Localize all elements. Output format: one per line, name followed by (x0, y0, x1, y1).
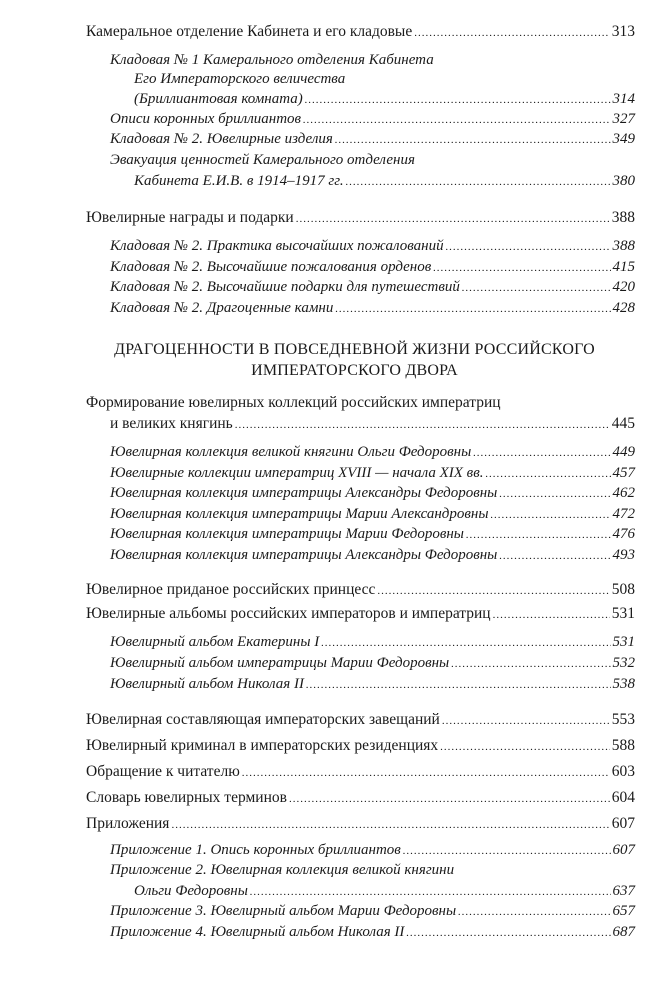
toc-entry-title: Ювелирная коллекция великой княгини Ольги Федоровны (110, 444, 472, 460)
toc-entry-continuation[interactable] (134, 89, 635, 109)
dot-leader (458, 902, 610, 922)
page-number[interactable]: 388 (612, 238, 635, 254)
page-number[interactable]: 607 (612, 842, 635, 858)
dot-leader (446, 237, 611, 257)
page-number[interactable]: 637 (612, 883, 635, 899)
toc-entry-title: Ювелирный криминал в императорских резиденциях (86, 737, 439, 754)
dot-leader (485, 464, 610, 484)
page-number[interactable]: 607 (611, 815, 635, 832)
page-number[interactable]: 313 (611, 23, 635, 40)
toc-entry[interactable] (110, 504, 635, 524)
toc-entry[interactable] (110, 257, 635, 277)
toc-entry[interactable] (110, 922, 635, 942)
toc-entry-continuation[interactable] (134, 171, 635, 191)
dot-leader (499, 484, 610, 504)
toc-entry-title: Ювелирная коллекция императрицы Александры Федоровны (110, 547, 498, 563)
dot-leader (499, 546, 610, 566)
toc-entry[interactable] (110, 150, 635, 170)
dot-leader (335, 130, 611, 150)
toc-entry-title: Кладовая № 2. Драгоценные камни (110, 300, 334, 316)
toc-entry[interactable] (110, 674, 635, 694)
dot-leader (377, 581, 609, 601)
toc-entry-continuation[interactable] (110, 414, 635, 434)
toc-entry[interactable] (110, 442, 635, 462)
dot-leader (451, 654, 610, 674)
page-number[interactable]: 538 (612, 676, 635, 692)
toc-entry[interactable] (110, 277, 635, 297)
toc-entry[interactable] (110, 109, 635, 129)
page-number[interactable]: 327 (612, 111, 635, 127)
page-number[interactable]: 531 (611, 605, 635, 622)
dot-leader (406, 923, 610, 943)
page-number[interactable]: 687 (612, 924, 635, 940)
page-number[interactable]: 532 (612, 655, 635, 671)
toc-entry[interactable] (110, 545, 635, 565)
page-number[interactable]: 449 (612, 444, 635, 460)
toc-entry-title: Приложение 2. Ювелирная коллекция великой княгини (110, 862, 455, 878)
page-number[interactable]: 531 (612, 634, 635, 650)
page-number[interactable]: 588 (611, 737, 635, 754)
toc-entry-title: Кладовая № 2. Практика высочайших пожалований (110, 238, 444, 254)
toc-entry-title: Кладовая № 2. Ювелирные изделия (110, 131, 333, 147)
page-number[interactable]: 349 (612, 131, 635, 147)
toc-entry[interactable] (110, 653, 635, 673)
dot-leader (303, 110, 610, 130)
toc-entry-title: Ювелирная коллекция императрицы Марии Федоровны (110, 526, 464, 542)
dot-leader (442, 711, 610, 731)
page-number[interactable]: 420 (612, 279, 635, 295)
toc-entry-title: Ювелирная коллекция императрицы Александры Федоровны (110, 485, 498, 501)
dot-leader (242, 763, 610, 783)
dot-leader (171, 815, 609, 835)
toc-entry-title: Ювелирные награды и подарки (86, 209, 294, 226)
toc-entry[interactable] (110, 129, 635, 149)
toc-entry-title: Кабинета Е.И.В. в 1914–1917 гг. (134, 173, 344, 189)
toc-entry-title: Описи коронных бриллиантов (110, 111, 302, 127)
toc-entry[interactable] (110, 236, 635, 256)
dot-leader (235, 415, 610, 435)
toc-entry[interactable] (86, 580, 635, 600)
toc-entry-title: и великих княгинь (110, 415, 233, 432)
toc-entry-title: Приложение 1. Опись коронных бриллиантов (110, 842, 401, 858)
page-number[interactable]: 657 (612, 903, 635, 919)
toc-entry[interactable] (110, 483, 635, 503)
toc-entry-title: Ювелирная составляющая императорских завещаний (86, 711, 440, 728)
page-number[interactable]: 462 (612, 485, 635, 501)
toc-entry-title: Ольги Федоровны (134, 883, 248, 899)
toc-entry-title: Ювелирные коллекции императриц XVIII — начала XIX вв. (110, 465, 484, 481)
page-number[interactable]: 388 (611, 209, 635, 226)
toc-entry-continuation[interactable] (134, 881, 635, 901)
toc-entry-title: Приложение 4. Ювелирный альбом Николая II (110, 924, 405, 940)
dot-leader (335, 299, 610, 319)
dot-leader (433, 258, 610, 278)
page-number[interactable]: 415 (612, 259, 635, 275)
dot-leader (403, 841, 611, 861)
toc-entry[interactable] (86, 22, 635, 42)
toc-entry[interactable] (86, 710, 635, 730)
page-number[interactable]: 553 (611, 711, 635, 728)
dot-leader (462, 278, 611, 298)
section-heading: ИМПЕРАТОРСКОГО ДВОРА (251, 362, 458, 379)
toc-entry[interactable] (86, 208, 635, 228)
toc-entry[interactable] (86, 604, 635, 624)
toc-entry-title: Кладовая № 1 Камерального отделения Кабинета (110, 52, 434, 68)
dot-leader (306, 675, 611, 695)
dot-leader (473, 443, 610, 463)
toc-entry-title: Эвакуация ценностей Камерального отделения (110, 152, 415, 168)
toc-entry-title: Словарь ювелирных терминов (86, 789, 287, 806)
page-number[interactable]: 493 (612, 547, 635, 563)
toc-entry-title: Ювелирные альбомы российских императоров и императриц (86, 605, 491, 622)
page-number[interactable]: 604 (611, 789, 635, 806)
toc-entry-title: Камеральное отделение Кабинета и его кладовые (86, 23, 413, 40)
toc-entry[interactable] (110, 50, 635, 70)
toc-entry-title: Ювелирная коллекция императрицы Марии Александровны (110, 506, 489, 522)
toc-entry[interactable] (86, 736, 635, 756)
page-number[interactable]: 472 (612, 506, 635, 522)
dot-leader (493, 605, 610, 625)
toc-entry[interactable] (86, 788, 635, 808)
toc-entry-title: Ювелирный альбом Николая II (110, 676, 304, 692)
section-heading: ДРАГОЦЕННОСТИ В ПОВСЕДНЕВНОЙ ЖИЗНИ РОССИЙСКОГО (114, 341, 595, 358)
dot-leader (321, 633, 610, 653)
dot-leader (491, 505, 611, 525)
page-number[interactable]: 476 (612, 526, 635, 542)
toc-entry[interactable] (86, 814, 635, 834)
page-number[interactable]: 314 (612, 91, 635, 107)
toc-entry-title: Кладовая № 2. Высочайшие пожалования орденов (110, 259, 432, 275)
dot-leader (296, 209, 610, 229)
toc-entry-title: Кладовая № 2. Высочайшие подарки для путешествий (110, 279, 460, 295)
dot-leader (440, 737, 610, 757)
dot-leader (466, 525, 611, 545)
dot-leader (289, 789, 610, 809)
page-number[interactable]: 445 (611, 415, 635, 432)
dot-leader (250, 882, 611, 902)
toc-entry[interactable] (86, 762, 635, 782)
toc-entry-title: Приложения (86, 815, 170, 832)
toc-entry-title: Ювелирное приданое российских принцесс (86, 581, 376, 598)
toc-entry[interactable] (110, 463, 635, 483)
toc-entry-title: Ювелирный альбом императрицы Марии Федоровны (110, 655, 450, 671)
toc-entry[interactable] (110, 860, 635, 880)
page-number[interactable]: 380 (612, 173, 635, 189)
dot-leader (414, 23, 610, 43)
toc-entry[interactable] (110, 298, 635, 318)
toc-entry-title: (Бриллиантовая комната) (134, 91, 303, 107)
toc-entry[interactable] (86, 393, 635, 413)
toc-entry-title: Формирование ювелирных коллекций российских императриц (86, 394, 501, 411)
toc-entry[interactable] (110, 901, 635, 921)
dot-leader (305, 90, 611, 110)
dot-leader (346, 172, 611, 192)
toc-entry[interactable] (110, 840, 635, 860)
page-number[interactable]: 457 (612, 465, 635, 481)
toc-entry-continuation[interactable] (134, 69, 635, 89)
page-number[interactable]: 428 (612, 300, 635, 316)
toc-entry-title: Приложение 3. Ювелирный альбом Марии Федоровны (110, 903, 457, 919)
toc-entry-title: Его Императорского величества (134, 71, 346, 87)
toc-entry-title: Обращение к читателю (86, 763, 240, 780)
page-number[interactable]: 603 (611, 763, 635, 780)
toc-entry[interactable] (110, 632, 635, 652)
toc-entry[interactable] (110, 524, 635, 544)
page-number[interactable]: 508 (611, 581, 635, 598)
toc-entry-title: Ювелирный альбом Екатерины I (110, 634, 320, 650)
